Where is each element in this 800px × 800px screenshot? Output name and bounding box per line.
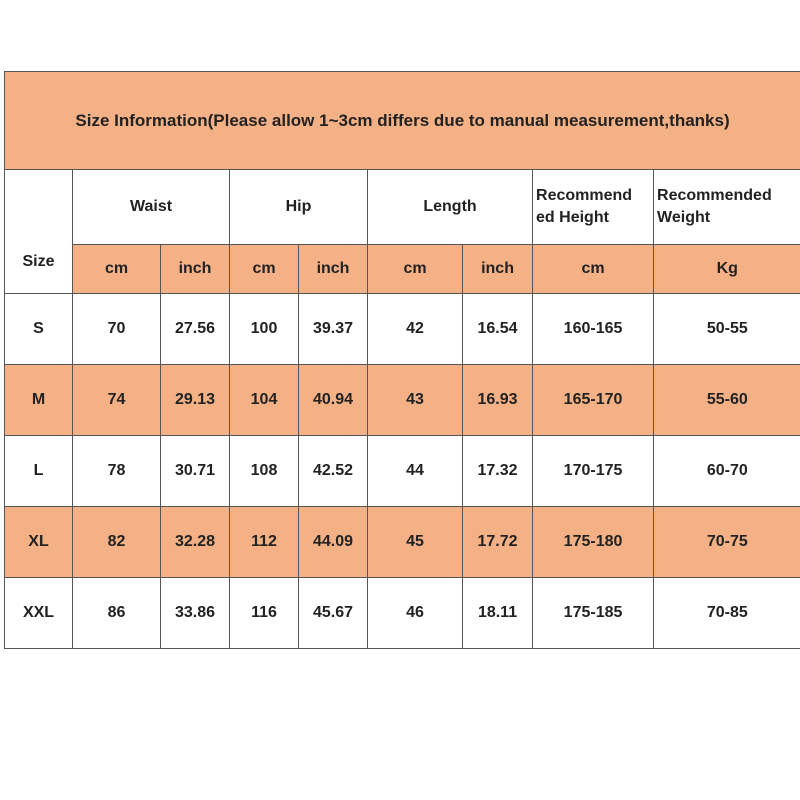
cell-hip-cm: 116 — [230, 578, 299, 649]
cell-hip-inch: 39.37 — [299, 294, 368, 365]
cell-waist-cm: 70 — [73, 294, 161, 365]
size-chart-title — [4, 71, 800, 169]
cell-hip-cm: 104 — [230, 365, 299, 436]
cell-hip-cm: 108 — [230, 436, 299, 507]
cell-waist-inch: 32.28 — [161, 507, 230, 578]
cell-hip-cm: 100 — [230, 294, 299, 365]
unit-hip-inch: inch — [299, 245, 368, 294]
cell-length-cm: 45 — [368, 507, 463, 578]
cell-height: 175-185 — [533, 578, 654, 649]
header-recommended-weight — [654, 170, 800, 245]
cell-weight: 55-60 — [654, 365, 800, 436]
cell-weight: 70-85 — [654, 578, 800, 649]
header-recommended-height — [533, 170, 654, 245]
unit-waist-cm: cm — [73, 245, 161, 294]
unit-length-cm: cm — [368, 245, 463, 294]
cell-waist-inch: 30.71 — [161, 436, 230, 507]
cell-hip-cm: 112 — [230, 507, 299, 578]
unit-row — [5, 245, 800, 294]
header-row — [5, 170, 800, 245]
header-recommended-height-line1: Recommend — [536, 187, 633, 204]
cell-hip-inch: 42.52 — [299, 436, 368, 507]
cell-hip-inch: 45.67 — [299, 578, 368, 649]
cell-height: 160-165 — [533, 294, 654, 365]
header-length: Length — [368, 170, 533, 245]
cell-length-cm: 46 — [368, 578, 463, 649]
table-row — [5, 294, 800, 365]
cell-size: S — [5, 294, 73, 365]
cell-size: M — [5, 365, 73, 436]
cell-height: 165-170 — [533, 365, 654, 436]
cell-length-cm: 42 — [368, 294, 463, 365]
unit-length-inch: inch — [463, 245, 533, 294]
table-row — [5, 436, 800, 507]
cell-waist-cm: 86 — [73, 578, 161, 649]
cell-waist-inch: 29.13 — [161, 365, 230, 436]
cell-weight: 50-55 — [654, 294, 800, 365]
cell-waist-inch: 33.86 — [161, 578, 230, 649]
header-hip: Hip — [230, 170, 368, 245]
cell-length-inch: 17.72 — [463, 507, 533, 578]
cell-height: 170-175 — [533, 436, 654, 507]
cell-size: L — [5, 436, 73, 507]
cell-length-inch: 18.11 — [463, 578, 533, 649]
table-row — [5, 365, 800, 436]
cell-waist-cm: 78 — [73, 436, 161, 507]
size-chart — [4, 71, 800, 649]
unit-hip-cm: cm — [230, 245, 299, 294]
cell-size: XL — [5, 507, 73, 578]
header-size: Size — [5, 170, 73, 294]
cell-waist-cm: 82 — [73, 507, 161, 578]
cell-length-cm: 44 — [368, 436, 463, 507]
cell-length-inch: 16.93 — [463, 365, 533, 436]
cell-size: XXL — [5, 578, 73, 649]
unit-weight: Kg — [654, 245, 800, 294]
unit-waist-inch: inch — [161, 245, 230, 294]
header-waist: Waist — [73, 170, 230, 245]
header-recommended-weight-line1: Recommended — [657, 187, 772, 204]
cell-waist-cm: 74 — [73, 365, 161, 436]
cell-hip-inch: 44.09 — [299, 507, 368, 578]
size-table — [4, 169, 800, 649]
title-text: Size Information(Please allow 1~3cm differs due to manual measurement,thanks) — [75, 110, 730, 130]
cell-height: 175-180 — [533, 507, 654, 578]
header-recommended-weight-line2: Weight — [657, 209, 711, 226]
cell-length-cm: 43 — [368, 365, 463, 436]
header-recommended-height-line2: ed Height — [536, 209, 609, 226]
unit-height: cm — [533, 245, 654, 294]
cell-weight: 70-75 — [654, 507, 800, 578]
cell-length-inch: 16.54 — [463, 294, 533, 365]
cell-length-inch: 17.32 — [463, 436, 533, 507]
cell-hip-inch: 40.94 — [299, 365, 368, 436]
cell-weight: 60-70 — [654, 436, 800, 507]
cell-waist-inch: 27.56 — [161, 294, 230, 365]
table-row — [5, 507, 800, 578]
table-row — [5, 578, 800, 649]
